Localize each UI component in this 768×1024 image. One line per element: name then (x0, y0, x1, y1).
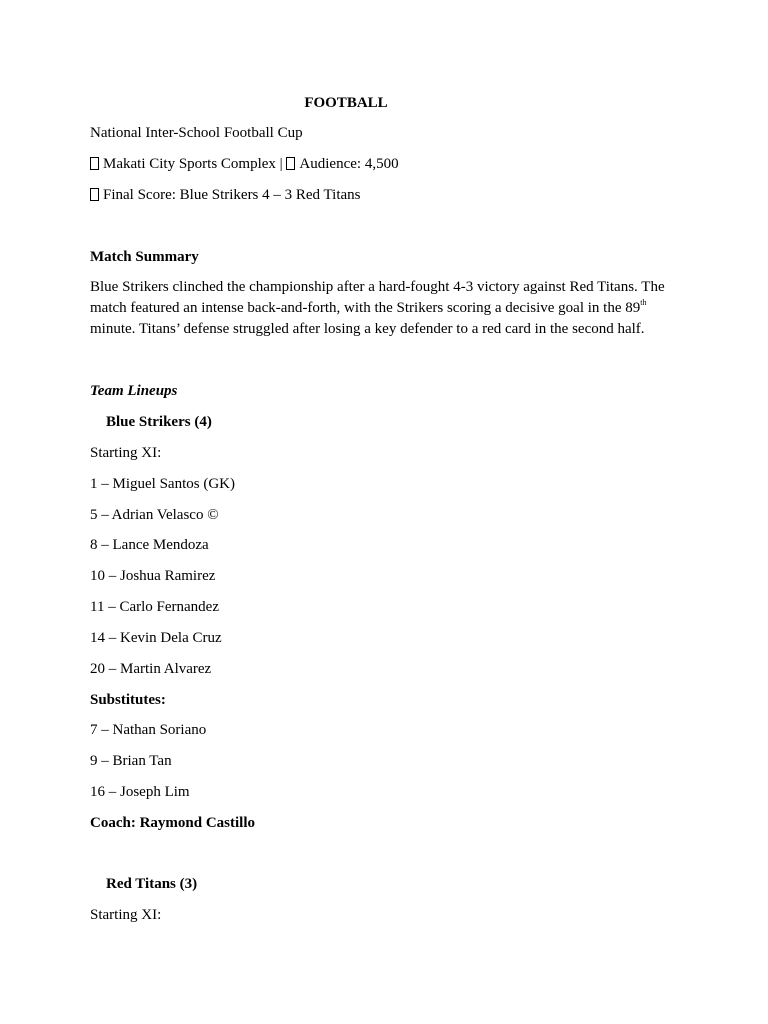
player-line: 5 – Adrian Velasco © (90, 507, 219, 523)
document-title: FOOTBALL (304, 95, 388, 111)
team-lineups-heading: Team Lineups (90, 383, 178, 399)
player-line: 1 – Miguel Santos (GK) (90, 476, 235, 492)
blue-coach: Coach: Raymond Castillo (90, 815, 256, 831)
blue-starting-label: Starting XI: (90, 445, 162, 461)
player-line: 10 – Joshua Ramirez (90, 568, 216, 584)
substitute-line: 9 – Brian Tan (90, 753, 172, 769)
blue-substitutes-label: Substitutes: (90, 692, 166, 708)
audience-text: Audience: 4,500 (299, 156, 399, 172)
missing-glyph-icon (90, 188, 99, 201)
player-line: 14 – Kevin Dela Cruz (90, 630, 222, 646)
red-starting-label: Starting XI: (90, 907, 162, 923)
ordinal-suffix: th (640, 298, 647, 307)
venue-line (90, 155, 399, 173)
venue-text: Makati City Sports Complex | (103, 156, 287, 172)
player-line: 11 – Carlo Fernandez (90, 599, 219, 615)
red-titans-heading: Red Titans (3) (106, 876, 198, 892)
final-score-text: Final Score: Blue Strikers 4 – 3 Red Titans (103, 187, 361, 203)
match-summary-heading: Match Summary (90, 249, 199, 265)
event-name: National Inter-School Football Cup (90, 125, 303, 141)
missing-glyph-icon (286, 157, 295, 170)
missing-glyph-icon (90, 157, 99, 170)
match-summary-paragraph (90, 277, 680, 340)
player-line: 20 – Martin Alvarez (90, 661, 212, 677)
summary-text-part2: minute. Titans’ defense struggled after losing a key defender to a red card in the second half. (90, 321, 645, 337)
substitute-line: 16 – Joseph Lim (90, 784, 190, 800)
final-score-line (90, 186, 361, 204)
blue-strikers-heading: Blue Strikers (4) (106, 414, 212, 430)
summary-text-part1: Blue Strikers clinched the championship after a hard-fought 4-3 victory against Red Titans. The match featured an intense back-and-forth, with the Strikers scoring a decisive goal in the 89 (90, 279, 665, 316)
player-line: 8 – Lance Mendoza (90, 537, 209, 553)
substitute-line: 7 – Nathan Soriano (90, 722, 207, 738)
